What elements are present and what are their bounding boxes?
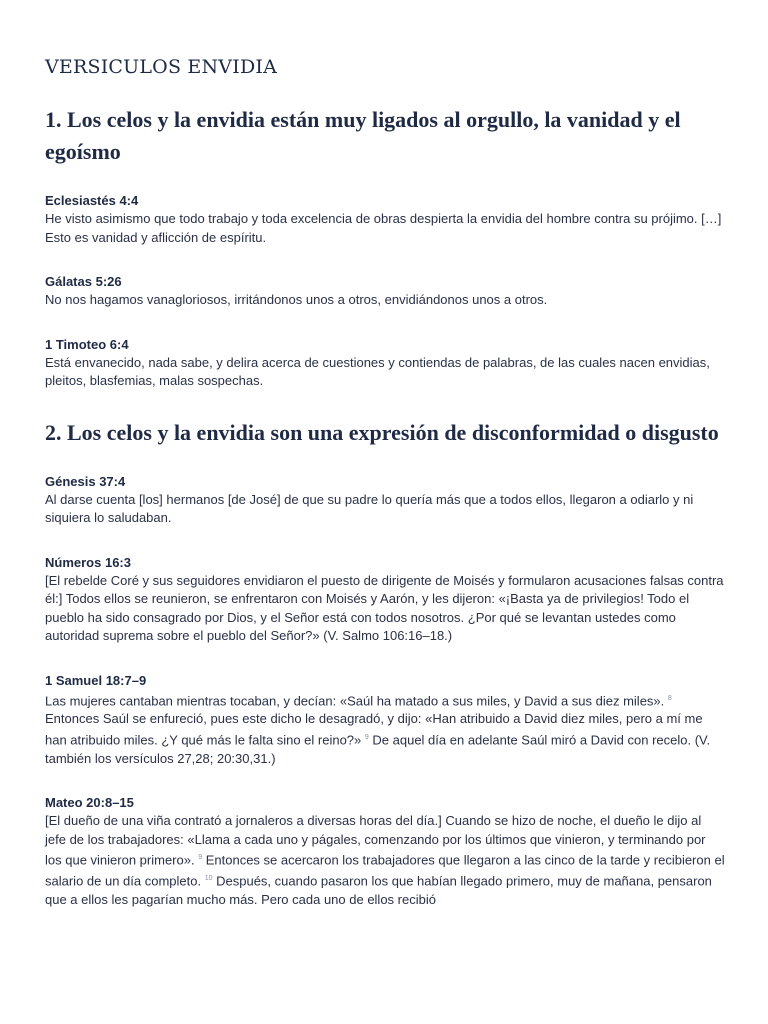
verse-text-part: Entonces se acercaron los trabajadores que llegaron a las cinco de la tarde y recibieron el salario de un día completo. [45, 852, 725, 889]
verse-text: [El rebelde Coré y sus seguidores envidiaron el puesto de dirigente de Moisés y formularon acusaciones falsas contra él:] Todos ellos se reunieron, se enfrentaron con Moisés y Aarón, y les dijeron: «¡Basta ya de privilegios! Todo el pueblo ha sido consagrado por Dios, y el Señor está con todos nosotros. ¿Por qué se levantan ustedes como autoridad suprema sobre el pueblo del Señor?» (V. Salmo 106:16–18.) [45, 572, 724, 643]
verse-reference: Mateo 20:8–15 [45, 795, 134, 811]
section-heading-2: 2. Los celos y la envidia son una expresión de disconformidad o disgusto [45, 419, 719, 445]
verse-reference: 1 Samuel 18:7–9 [45, 672, 147, 688]
verse-number: 9 [364, 733, 369, 741]
verse-text-part: Entonces Saúl se enfureció, pues este dicho le desagradó, y dijo: «Han atribuido a David diez miles, pero a mí me han atribuido miles. ¿Y qué más le falta sino el reino?» [45, 711, 703, 748]
verse-text: No nos hagamos vanagloriosos, irritándonos unos a otros, envidiándonos unos a otros. [45, 292, 548, 307]
verse-text-part: De aquel día en adelante Saúl miró a David con recelo. (V. también los versículos 27,28; 20:30,31.) [45, 732, 711, 766]
verse-text-part: Las mujeres cantaban mientras tocaban, y decían: «Saúl ha matado a sus miles, y David a sus diez miles». [45, 692, 668, 708]
verse-block [45, 794, 725, 909]
verse-text-part: Después, cuando pasaron los que habían llegado primero, muy de mañana, pensaron que a ellos les pagarían mucho más. Pero cada uno de ellos recibió [45, 873, 712, 907]
verse-block [45, 192, 725, 247]
verse-number: 10 [204, 874, 213, 882]
verse-block [45, 672, 725, 769]
verse-text: Al darse cuenta [los] hermanos [de José] de que su padre lo quería más que a todos ellos, llegaron a odiarlo y ni siquiera lo saludaban. [45, 491, 694, 525]
verse-block [45, 273, 725, 310]
verse-reference: 1 Timoteo 6:4 [45, 336, 129, 352]
verse-text: Está envanecido, nada sabe, y delira acerca de cuestiones y contiendas de palabras, de las cuales nacen envidias, pleitos, blasfemias, malas sospechas. [45, 354, 710, 388]
verse-text: He visto asimismo que todo trabajo y toda excelencia de obras despierta la envidia del hombre contra su prójimo. […] Esto es vanidad y aflicción de espíritu. [45, 211, 722, 245]
verse-text [45, 812, 725, 909]
verse-number: 9 [198, 854, 203, 862]
verse-block [45, 473, 725, 528]
verse-reference: Números 16:3 [45, 554, 131, 570]
verse-block [45, 554, 725, 646]
verse-text-part: [El dueño de una viña contrató a jornaleros a diversas horas del día.] Cuando se hizo de noche, el dueño le dijo al jefe de los trabajadores: «Llama a cada uno y págales, comenzando por los últimos que vinieron, y terminando por los que vinieron primero». [45, 813, 706, 868]
verse-block [45, 336, 725, 391]
verse-reference: Génesis 37:4 [45, 473, 126, 489]
document-title: VERSICULOS ENVIDIA [45, 56, 277, 78]
verse-reference: Eclesiastés 4:4 [45, 193, 139, 208]
verse-number: 8 [667, 694, 672, 702]
document-page [45, 52, 725, 935]
section-heading-1: 1. Los celos y la envidia están muy ligados al orgullo, la vanidad y el egoísmo [45, 107, 681, 164]
verse-reference: Gálatas 5:26 [45, 274, 122, 289]
verse-text [45, 690, 725, 769]
